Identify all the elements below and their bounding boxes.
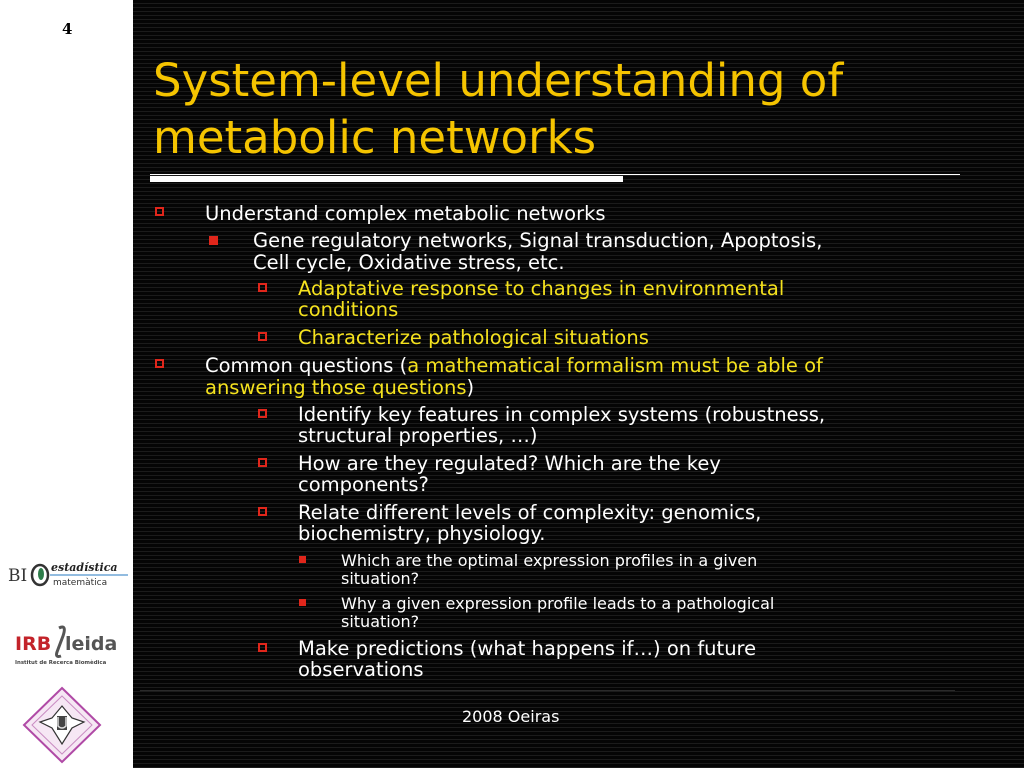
bullet-hollow-icon bbox=[258, 332, 267, 341]
bullet-2-2-line-1: How are they regulated? Which are the key bbox=[298, 452, 721, 475]
bullet-1-1-2: Characterize pathological situations bbox=[298, 326, 649, 349]
slide-footer: 2008 Oeiras bbox=[462, 707, 560, 726]
bullet-2-3-line-2: biochemistry, physiology. bbox=[298, 522, 546, 545]
bullet-2-highlight-2: answering those questions bbox=[205, 376, 467, 399]
bullet-2-line-2 bbox=[205, 376, 474, 399]
bullet-hollow-icon bbox=[258, 409, 267, 418]
bullet-hollow-icon bbox=[155, 359, 164, 368]
logo-bio-bottom: matemàtica bbox=[53, 578, 108, 588]
bullet-2-3-2-line-2: situation? bbox=[341, 612, 420, 631]
bullet-2-1-line-1: Identify key features in complex systems (robustness, bbox=[298, 403, 826, 426]
bullet-2-3-1-line-1: Which are the optimal expression profiles in a given bbox=[341, 551, 758, 570]
bullet-2-1-line-2: structural properties, …) bbox=[298, 424, 538, 447]
bullet-2-4-line-2: observations bbox=[298, 658, 424, 681]
bullet-hollow-icon bbox=[258, 283, 267, 292]
bullet-2-2-line-2: components? bbox=[298, 473, 429, 496]
logo-irb-suffix: leida bbox=[65, 633, 118, 655]
title-line-2: metabolic networks bbox=[153, 111, 597, 164]
bio-estadistica-logo bbox=[8, 557, 130, 591]
bullet-hollow-icon bbox=[258, 643, 267, 652]
title-rule-thin bbox=[150, 174, 960, 175]
title-rule-thick bbox=[150, 176, 623, 182]
logo-irb-sub: Institut de Recerca Biomèdica bbox=[15, 660, 107, 666]
bullet-2-suffix: ) bbox=[466, 376, 475, 399]
bullet-2-prefix: Common questions ( bbox=[205, 354, 408, 377]
bullet-square-icon bbox=[299, 556, 306, 563]
bullet-hollow-icon bbox=[258, 507, 267, 516]
bullet-1-1-line-1: Gene regulatory networks, Signal transduction, Apoptosis, bbox=[253, 229, 823, 252]
bullet-square-icon bbox=[299, 599, 306, 606]
logo-bio-prefix: BI bbox=[8, 566, 28, 586]
university-diamond-logo bbox=[22, 686, 102, 764]
bullet-square-icon bbox=[209, 236, 218, 245]
bullet-1-1-1-line-1: Adaptative response to changes in environmental bbox=[298, 277, 785, 300]
sidebar bbox=[0, 0, 133, 768]
irb-lleida-logo bbox=[15, 622, 118, 670]
title-line-1: System-level understanding of bbox=[153, 54, 844, 107]
bullet-2-3-1-line-2: situation? bbox=[341, 569, 420, 588]
footer-divider bbox=[140, 690, 955, 691]
bullet-2-highlight-1: a mathematical formalism must be able of bbox=[407, 354, 823, 377]
bullet-2-3-line-1: Relate different levels of complexity: genomics, bbox=[298, 501, 762, 524]
bullet-hollow-icon bbox=[155, 207, 164, 216]
bullet-2-3-2-line-1: Why a given expression profile leads to a pathological bbox=[341, 594, 775, 613]
bullet-hollow-icon bbox=[258, 458, 267, 467]
logo-bio-top: estadística bbox=[51, 561, 118, 574]
bullet-1-1-line-2: Cell cycle, Oxidative stress, etc. bbox=[253, 251, 565, 274]
bullet-1-1-1-line-2: conditions bbox=[298, 298, 399, 321]
bullet-2-line-1 bbox=[205, 354, 823, 377]
slide-title bbox=[153, 52, 973, 166]
page-number: 4 bbox=[62, 20, 73, 38]
bullet-1: Understand complex metabolic networks bbox=[205, 202, 606, 225]
logo-irb-prefix: IRB bbox=[15, 633, 52, 655]
bullet-2-4-line-1: Make predictions (what happens if…) on future bbox=[298, 637, 757, 660]
